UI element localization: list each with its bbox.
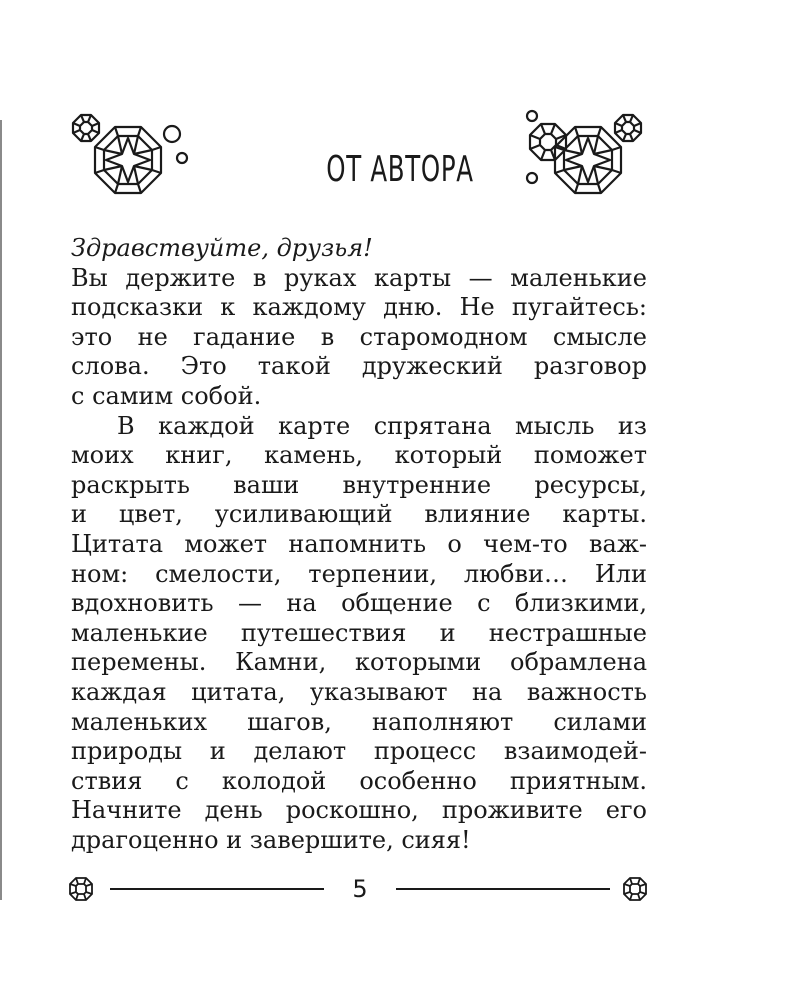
- paragraph-2-line: маленьких шагов, наполняют силами: [71, 707, 647, 736]
- paragraph-2-line: Цитата может напомнить о чем-то важ-: [71, 529, 647, 558]
- paragraph-2-line: маленькие путешествия и нестрашные: [71, 618, 647, 647]
- paragraph-1-line: подсказки к каждому дню. Не пугайтесь:: [71, 293, 647, 322]
- page-edge-line: [0, 120, 2, 900]
- paragraph-2-line: В каждой карте спрятана мысль из: [117, 411, 647, 440]
- paragraph-2-line: и цвет, усиливающий влияние карты.: [71, 500, 647, 529]
- paragraph-1-line: это не гадание в старомодном смысле: [71, 322, 647, 351]
- page-title: ОТ АВТОРА: [326, 149, 474, 190]
- gem-icon: [68, 876, 94, 906]
- page-number: 5: [352, 875, 368, 903]
- paragraph-1-line: Вы держите в руках карты — маленькие: [71, 263, 647, 292]
- paragraph-2-line: перемены. Камни, которыми обрамлена: [71, 648, 647, 677]
- paragraph-2-line: вдохновить — на общение с близкими,: [71, 589, 647, 618]
- greeting: Здравствуйте, друзья!: [71, 234, 373, 262]
- body-text: [71, 234, 647, 855]
- gem-cluster-right-icon: [522, 100, 652, 204]
- footer-rule-right: [396, 888, 610, 890]
- paragraph-2-line: моих книг, камень, который поможет: [71, 441, 647, 470]
- paragraph-2-line: природы и делают процесс взаимодей-: [71, 737, 647, 766]
- gem-icon: [622, 876, 648, 906]
- footer-rule-left: [110, 888, 324, 890]
- paragraph-2-line: драгоценно и завершите, сияя!: [71, 825, 471, 854]
- paragraph-1-line: слова. Это такой дружеский разговор: [71, 352, 647, 381]
- paragraph-2-line: раскрыть ваши внутренние ресурсы,: [71, 470, 647, 499]
- paragraph-2-line: ном: смелости, терпении, любви… Или: [71, 559, 647, 588]
- paragraph-2-line: каждая цитата, указывают на важность: [71, 677, 647, 706]
- paragraph-1-line: с самим собой.: [71, 381, 262, 410]
- page-footer: [68, 872, 648, 906]
- gem-cluster-left-icon: [66, 100, 196, 204]
- paragraph-2-line: ствия с колодой особенно приятным.: [71, 766, 647, 795]
- paragraph-2-line: Начните день роскошно, проживите его: [71, 796, 647, 825]
